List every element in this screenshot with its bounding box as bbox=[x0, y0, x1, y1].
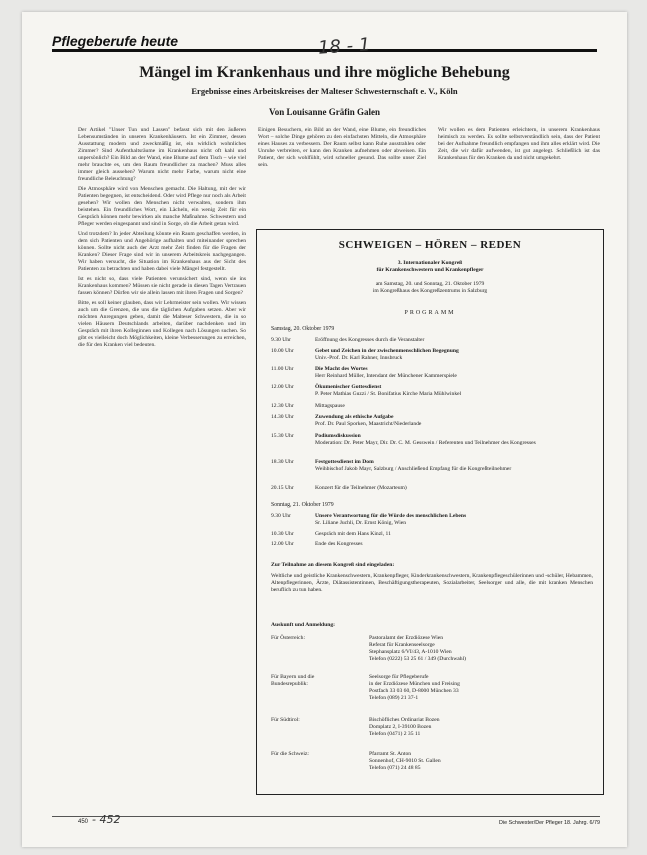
address-region: Für Südtirol: bbox=[271, 717, 300, 723]
paragraph: Ist es nicht so, dass viele Patienten verunsichert sind, wenn sie ins Krankenhaus kommen? Müssen sie nicht gerade in diesen Tagen Vertrauen fassen können? Dürfen wir sie allein lassen mit ihren Fragen und Sorgen? bbox=[78, 276, 246, 296]
address-region: Für Österreich: bbox=[271, 635, 306, 641]
address-line: Domplatz 2, I-39100 Bozen bbox=[369, 724, 432, 730]
program-text: Die Macht des Wortes bbox=[315, 366, 368, 372]
program-text: Zuwendung als ethische Aufgabe bbox=[315, 414, 394, 420]
program-text: Unsere Verantwortung für die Würde des menschlichen Lebens bbox=[315, 513, 467, 519]
address-line: in der Erzdiözese München und Freising bbox=[369, 681, 460, 687]
paragraph: Die Atmosphäre wird von Menschen gemacht. Die Haltung, mit der wir Patienten begegnen, ist entscheidend. Oder wird Pflege nur noch als Arbeit gesehen? Wir wollen den Menschen nicht verwalten, sondern ihm beistehen. Ein freundliches Wort, ein Lächeln, ein wenig Zeit für ein Gespräch können mehr bewirken als manche Maßnahme. Schwestern und Pfleger werden eingespannt und sind in Sorge, ob die Arbeit getan wird. bbox=[78, 186, 246, 227]
program-time: 10.00 Uhr bbox=[271, 348, 294, 354]
program-sub: P. Peter Mathias Guzzi / St. Bonifatius Kirche Maria Mühlwinkel bbox=[315, 391, 462, 397]
program-text: Konzert für die Teilnehmer (Mozarteum) bbox=[315, 485, 407, 491]
program-text: Podiumsdiskussion bbox=[315, 433, 361, 439]
program-sub: Weihbischof Jakob Mayr, Salzburg / Anschließend Empfang für die Kongreßteilnehmer bbox=[315, 466, 512, 472]
program-sub: Herr Reinhard Müller, Intendant der Münchener Kammerspiele bbox=[315, 373, 457, 379]
day-heading: Sonntag, 21. Oktober 1979 bbox=[271, 502, 334, 508]
event-line: für Krankenschwestern und Krankenpfleger bbox=[376, 267, 484, 273]
page-number: 450 bbox=[78, 819, 89, 825]
participants-block bbox=[271, 562, 593, 594]
section-header: Pflegeberufe heute bbox=[52, 33, 179, 49]
address-line: Telefon (071) 24 48 85 bbox=[369, 765, 421, 771]
program-text: Gebet und Zeichen in der zwischenmenschlichen Begegnung bbox=[315, 348, 459, 354]
address-line: Stephansplatz 6/VI/43, A-1010 Wien bbox=[369, 649, 452, 655]
program-time: 11.00 Uhr bbox=[271, 366, 294, 372]
paragraph: Einigen Besuchern, ein Bild an der Wand, eine Blume, ein freundliches Wort – solche Dinge gehören zu den einfachsten Mitteln, die Atmosphäre eines Hauses zu verbessern. Der Raum selbst kann Ruhe ausstrahlen oder Unruhe verbreiten, er kann den Kranken aufnehmen oder abweisen. Ein Patient, der sich wohlfühlt, wird schneller gesund. Das sollte unser Ziel sein. bbox=[258, 127, 426, 168]
address-line: Telefon (0471) 2 35 11 bbox=[369, 731, 421, 737]
handwritten-note: 18 - 1 bbox=[317, 34, 371, 59]
program-sub: Sr. Liliane Juchli, Dr. Ernst König, Wien bbox=[315, 520, 407, 526]
program-time: 12.00 Uhr bbox=[271, 541, 294, 547]
address-region: Für die Schweiz: bbox=[271, 751, 309, 757]
program-text: Festgottesdienst im Dom bbox=[315, 459, 374, 465]
event-line: im Kongreßhaus des Kongreßzentrums in Salzburg bbox=[372, 288, 488, 294]
event-line: am Samstag, 20. und Sonntag, 21. Oktober 1979 bbox=[375, 281, 485, 287]
program-time: 9.30 Uhr bbox=[271, 513, 291, 519]
program-time: 20.15 Uhr bbox=[271, 485, 294, 491]
text-column-1 bbox=[78, 127, 246, 802]
paragraph: Der Artikel "Unser Tun und Lassen" befasst sich mit den äußeren Lebensumständen in unseren Krankenhäusern. Ist ein Zimmer, dessen Ausstattung modern und zweckmäßig ist, ein wirklich wohnliches Zimmer? Sind Aufenthaltsräume im Krankenhaus nicht oft kahl und unpersönlich? Ein Bild an der Wand, eine Blume auf dem Tisch – wie viel mehr brauchte es, um den Raum freundlicher zu machen? Muss alles immer gleich aussehen? Warum nicht mehr Farbe, warum nicht eine freundliche Beleuchtung? bbox=[78, 127, 246, 182]
program-text: Ende des Kongresses bbox=[315, 541, 363, 547]
program-text: Mittagspause bbox=[315, 403, 345, 409]
program-time: 12.00 Uhr bbox=[271, 384, 294, 390]
program-sub: Moderation: Dr. Peter Mayr, Dir. Dr. C. M. Gesswein / Referenten und Teilnehmer des Kongresses bbox=[315, 440, 536, 446]
program-text: Gespräch mit dem Hans Kinzl, 11 bbox=[315, 531, 391, 537]
address-line: Pfarramt St. Anton bbox=[369, 751, 412, 757]
address-line: Referat für Krankenseelsorge bbox=[369, 642, 435, 648]
article-author: Von Louisanne Gräfin Galen bbox=[269, 107, 380, 117]
event-line: 3. Internationaler Kongreß bbox=[397, 260, 463, 266]
program-text: Ökumenischer Gottesdienst bbox=[315, 384, 382, 390]
footer-rule bbox=[52, 816, 600, 817]
day-heading: Samstag, 20. Oktober 1979 bbox=[271, 326, 335, 332]
article-subtitle: Ergebnisse eines Arbeitskreises der Malteser Schwesternschaft e. V., Köln bbox=[191, 86, 458, 96]
address-line: Telefon (089) 21 37-1 bbox=[369, 695, 419, 701]
program-time: 15.30 Uhr bbox=[271, 433, 294, 439]
program-time: 9.30 Uhr bbox=[271, 337, 291, 343]
participants-text: Weltliche und geistliche Krankenschwestern, Krankenpfleger, Kinderkrankenschwestern, Krankenpflegeschülerinnen und -schüler, Hebammen, Altenpflegerinnen, Ärzte, Diätassistentinnen, Beschäftigungstherapeuten, Sozialarbeiter, Seelsorger und alle, die mit kranken Menschen beruflich zu tun haben. bbox=[271, 573, 593, 593]
event-title: SCHWEIGEN – HÖREN – REDEN bbox=[338, 239, 522, 251]
address-line: Telefon (0222) 53 25 61 / 349 (Durchwahl) bbox=[369, 656, 467, 662]
program-sub: Prof. Dr. Paul Sporken, Maastricht/Niederlande bbox=[315, 421, 422, 427]
registration-heading-block bbox=[271, 622, 593, 629]
event-box bbox=[256, 229, 604, 795]
journal-footer: Die Schwester/Der Pfleger 18. Jahrg. 6/79 bbox=[499, 820, 600, 826]
address-line: Pastoralamt der Erzdiözese Wien bbox=[369, 635, 444, 641]
address-line: Bischöfliches Ordinariat Bozen bbox=[369, 717, 440, 723]
article-title: Mängel im Krankenhaus und ihre mögliche Behebung bbox=[139, 64, 510, 81]
text-column-2 bbox=[258, 127, 426, 199]
participants-heading: Zur Teilnahme an diesem Kongreß sind eingeladen: bbox=[271, 562, 395, 568]
paragraph: Wir wollen es dem Patienten erleichtern, in unserem Krankenhaus heimisch zu werden. Es sollte selbstverständlich sein, dass der Patient bei der Aufnahme freundlich empfangen und ihm alles erklärt wird. Die Zeit, die wir dafür aufwenden, ist gut angelegt. Schließlich ist das Krankenhaus für den Kranken da und nicht umgekehrt. bbox=[438, 127, 600, 161]
handwritten-page-number: - 452 bbox=[92, 813, 121, 826]
paragraph: Und trotzdem? In jeder Abteilung könnte ein Raum geschaffen werden, in dem sich Patienten und Angehörige aufhalten und miteinander sprechen können. Sollte nicht auch der Arzt mehr Zeit finden für die Fragen der Kranken? Dieser Frage sind wir in unserem Arbeitskreis nachgegangen. Wir haben versucht, die Situation im Krankenhaus aus der Sicht des Patienten zu betrachten und haben dabei viele Mängel festgestellt. bbox=[78, 231, 246, 272]
address-line: Seelsorge für Pflegeberufe bbox=[369, 674, 429, 680]
program-sub: Univ.-Prof. Dr. Karl Rahner, Innsbruck bbox=[315, 355, 403, 361]
paragraph: Bitte, es soll keiner glauben, dass wir Lehrmeister sein wollen. Wir wissen auch um die Grenzen, die uns die täglichen Aufgaben setzen. Aber wir möchten Anregungen geben, damit die Malteser Schwestern, die in so vielen Häusern Deutschlands arbeiten, darüber nachdenken und im Gespräch mit ihren Kolleginnen und Kollegen nach Lösungen suchen. So gibt es vielleicht doch Möglichkeiten, kleine Verbesserungen zu erreichen, die für den Kranken viel bedeuten. bbox=[78, 300, 246, 348]
program-time: 18.30 Uhr bbox=[271, 459, 294, 465]
program-label: PROGRAMM bbox=[404, 310, 456, 316]
text-column-3 bbox=[438, 127, 600, 199]
program-time: 12.30 Uhr bbox=[271, 403, 294, 409]
address-line: Postfach 33 03 60, D-8000 München 33 bbox=[369, 688, 459, 694]
address-line: Sonnenhof, CH-9010 St. Gallen bbox=[369, 758, 441, 764]
registration-heading: Auskunft und Anmeldung: bbox=[271, 622, 336, 628]
program-time: 14.30 Uhr bbox=[271, 414, 294, 420]
program-text: Eröffnung des Kongresses durch die Veranstalter bbox=[315, 337, 425, 343]
address-region: Für Bayern und die Bundesrepublik: bbox=[271, 674, 315, 687]
program-time: 10.30 Uhr bbox=[271, 531, 294, 537]
